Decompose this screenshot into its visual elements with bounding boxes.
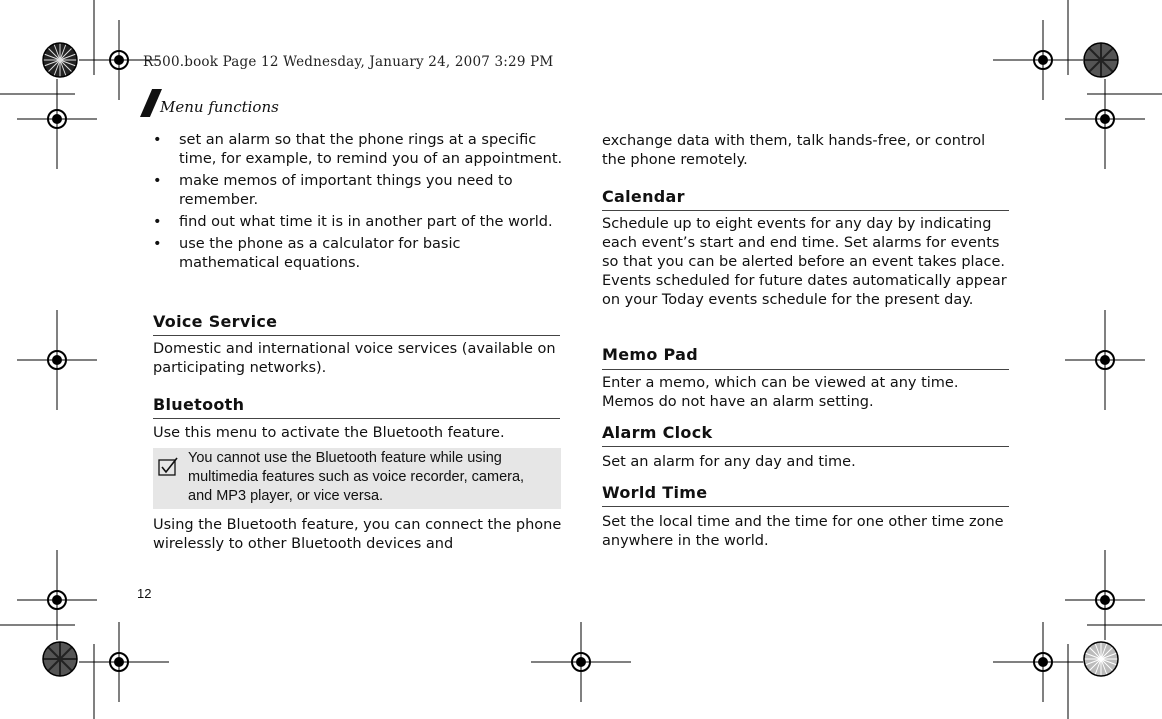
memo-pad-body: Enter a memo, which can be viewed at any time. Memos do not have an alarm setting. <box>602 375 959 410</box>
intro-bullet-list <box>153 131 563 276</box>
note-text: You cannot use the Bluetooth feature while using multimedia features such as voice recorder, camera, and MP3 player, or vice versa. <box>188 450 525 504</box>
memo-pad-rule <box>602 369 1009 370</box>
calendar-body: Schedule up to eight events for any day by indicating each event’s start and end time. Set alarms for events so that you can be alerted before an event takes place. Events scheduled for future dates automatically appear on your Today events schedule for the present day. <box>602 216 1007 308</box>
bluetooth-body-continued-right: exchange data with them, talk hands-free, or control the phone remotely. <box>602 133 986 168</box>
crosshair-left-lower-icon <box>17 550 97 640</box>
crosshair-left-middle-icon <box>17 310 97 410</box>
star-target-top-left-icon <box>43 43 77 77</box>
bluetooth-rule <box>153 418 560 419</box>
voice-service-rule <box>153 335 560 336</box>
bluetooth-body-continued: Using the Bluetooth feature, you can connect the phone wirelessly to other Bluetooth devices and <box>153 517 562 552</box>
crosshair-top-right-icon <box>993 20 1083 100</box>
note-box <box>153 448 561 509</box>
crosshair-bottom-center-icon <box>531 622 631 702</box>
bluetooth-heading: Bluetooth <box>153 395 245 414</box>
section-title: Menu functions <box>160 98 279 116</box>
crosshair-right-lower-icon <box>1065 550 1145 640</box>
memo-pad-heading: Memo Pad <box>602 345 698 364</box>
alarm-clock-heading: Alarm Clock <box>602 423 713 442</box>
crosshair-bottom-left-icon <box>79 622 169 702</box>
star-target-top-right-icon <box>1084 43 1118 77</box>
crosshair-bottom-right-icon <box>993 622 1083 702</box>
list-item: • find out what time it is in another part of the world. <box>153 213 563 232</box>
alarm-clock-rule <box>602 446 1009 447</box>
star-target-bottom-left-icon <box>43 642 77 676</box>
calendar-heading: Calendar <box>602 187 685 206</box>
star-target-bottom-right-icon <box>1084 642 1118 676</box>
list-item: • set an alarm so that the phone rings at a specific time, for example, to remind you of an appointment. <box>153 131 563 169</box>
calendar-rule <box>602 210 1009 211</box>
crosshair-left-upper-icon <box>17 79 97 169</box>
bluetooth-body: Use this menu to activate the Bluetooth feature. <box>153 425 505 441</box>
voice-service-heading: Voice Service <box>153 312 278 331</box>
world-time-body: Set the local time and the time for one other time zone anywhere in the world. <box>602 514 1004 549</box>
print-header: R500.book Page 12 Wednesday, January 24, 2007 3:29 PM <box>143 54 554 70</box>
checkbox-note-icon <box>157 456 179 478</box>
list-item: • make memos of important things you need to remember. <box>153 172 563 210</box>
alarm-clock-body: Set an alarm for any day and time. <box>602 454 856 470</box>
page-number: 12 <box>137 586 152 601</box>
world-time-rule <box>602 506 1009 507</box>
crosshair-right-upper-icon <box>1065 79 1145 169</box>
crosshair-right-middle-icon <box>1065 310 1145 410</box>
list-item: • use the phone as a calculator for basic mathematical equations. <box>153 235 563 273</box>
world-time-heading: World Time <box>602 483 708 502</box>
voice-service-body: Domestic and international voice services (available on participating networks). <box>153 341 556 376</box>
